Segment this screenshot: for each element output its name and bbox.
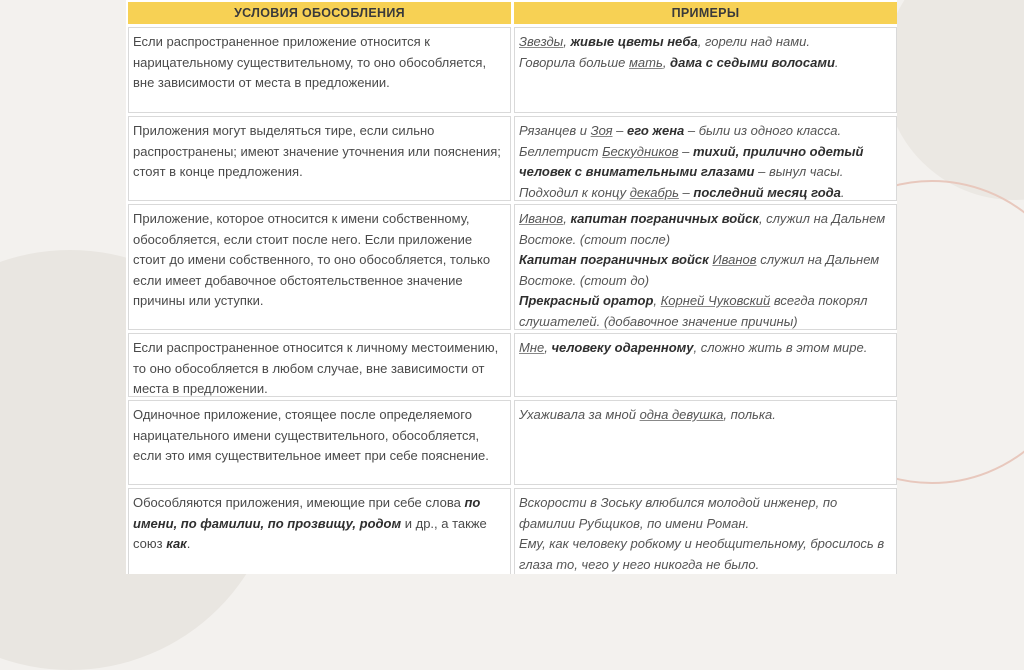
emphasis-text: дама с седыми волосами [670, 54, 835, 70]
emphasis-text: живые цветы неба [570, 34, 698, 49]
text-run: Говорила больше [519, 54, 629, 70]
example-cell [514, 116, 897, 201]
example-line [519, 250, 891, 291]
text-run: Обособляются приложения, имеющие при себе слова [133, 495, 465, 510]
condition-cell: Если распространенное приложение относится к нарицательному существительному, то оно обособляется, вне зависимости от места в предложении. [128, 27, 511, 113]
example-cell [514, 400, 897, 485]
text-run: Беллетрист [519, 143, 603, 159]
text-run: , служил на Дальнем Востоке. (стоит после) [519, 211, 886, 247]
condition-cell: Если распространенное относится к личному местоимению, то оно обособляется в любом случае, вне зависимости от места в предложении. [128, 333, 511, 397]
text-run: , [653, 293, 661, 308]
underlined-word: мать [629, 54, 663, 70]
example-cell [514, 204, 897, 330]
example-line [519, 121, 891, 142]
example-line [519, 142, 891, 183]
emphasis-text: Прекрасный оратор [519, 293, 654, 308]
underlined-word: Звезды [519, 34, 564, 49]
text-run: – вынул часы. [754, 164, 844, 179]
example-cell [514, 488, 897, 574]
underlined-word: Корней Чуковский [660, 293, 771, 308]
text-run: и др., а также союз [133, 515, 487, 551]
emphasis-text: человеку одаренному [551, 340, 694, 355]
example-cell [514, 27, 897, 113]
example-line [519, 291, 891, 332]
text-run: – [678, 184, 694, 200]
underlined-word: Бескудников [602, 143, 679, 159]
text-run: , полька. [723, 407, 776, 422]
text-run: Ухаживала за мной [519, 407, 640, 422]
emphasis-text: по имени, по фамилии, по прозвищу, родом [133, 495, 481, 531]
header-conditions: УСЛОВИЯ ОБОСОБЛЕНИЯ [128, 2, 511, 24]
text-run: – [678, 143, 693, 159]
text-run: , сложно жить в этом мире. [693, 340, 868, 355]
underlined-word: Иванов [712, 252, 757, 267]
text-run: служил на Дальнем Востоке. (стоит до) [519, 252, 880, 288]
condition-cell: Приложение, которое относится к имени собственному, обособляется, если стоит после него. Если приложение стоит до имени собственного, то оно обособляется, только если имеет добавочное обстоятельственное значение причины или уступки. [128, 204, 511, 330]
text-run: Ему, как человеку робкому и необщительному, бросилось в глаза то, чего у него никогда не было. [519, 536, 885, 572]
text-run: . [186, 536, 191, 551]
text-run: Рязанцев и [519, 123, 591, 138]
example-line [519, 534, 891, 574]
example-line [519, 53, 891, 74]
table-grid [126, 0, 897, 574]
condition-cell [128, 488, 511, 574]
text-run: , [662, 54, 671, 70]
emphasis-text: Капитан пограничных войск [519, 252, 709, 267]
text-run: . [834, 54, 839, 70]
example-line [519, 493, 891, 534]
text-run: , [563, 34, 571, 49]
text-run: , горели над нами. [697, 34, 810, 49]
emphasis-text: тихий, прилично одетый человек с внимательными глазами [519, 143, 864, 179]
underlined-word: Зоя [590, 123, 613, 138]
condition-cell: Приложения могут выделяться тире, если сильно распространены; имеют значение уточнения или пояснения; стоят в конце предложения. [128, 116, 511, 201]
header-examples: ПРИМЕРЫ [514, 2, 897, 24]
emphasis-text: последний месяц года [693, 184, 841, 200]
text-run: – были из одного класса. [684, 123, 842, 138]
example-line [519, 32, 891, 53]
example-line [519, 338, 891, 359]
text-run: Вскорости в Зоську влюбился молодой инженер, по фамилии Рубщиков, по имени Роман. [519, 495, 838, 531]
text-run: Подходил к концу [519, 184, 630, 200]
example-line [519, 183, 891, 204]
text-run: всегда покорял слушателей. (добавочное значение причины) [519, 293, 868, 329]
emphasis-text: как [166, 536, 187, 551]
example-line [519, 209, 891, 250]
underlined-word: декабрь [629, 184, 679, 200]
text-run: , [544, 340, 552, 355]
emphasis-text: капитан пограничных войск [570, 211, 759, 226]
condition-cell: Одиночное приложение, стоящее после определяемого нарицательного имени существительного, обособляется, если это имя существительное имеет при себе пояснение. [128, 400, 511, 485]
underlined-word: Мне [519, 340, 545, 355]
underlined-word: одна девушка [639, 407, 724, 422]
text-run: – [612, 123, 627, 138]
text-run: . [840, 184, 845, 200]
example-cell [514, 333, 897, 397]
rules-table [126, 0, 897, 574]
text-run: , [563, 211, 571, 226]
background-shape [884, 0, 1024, 200]
underlined-word: Иванов [519, 211, 564, 226]
example-line [519, 405, 891, 426]
emphasis-text: его жена [627, 123, 685, 138]
